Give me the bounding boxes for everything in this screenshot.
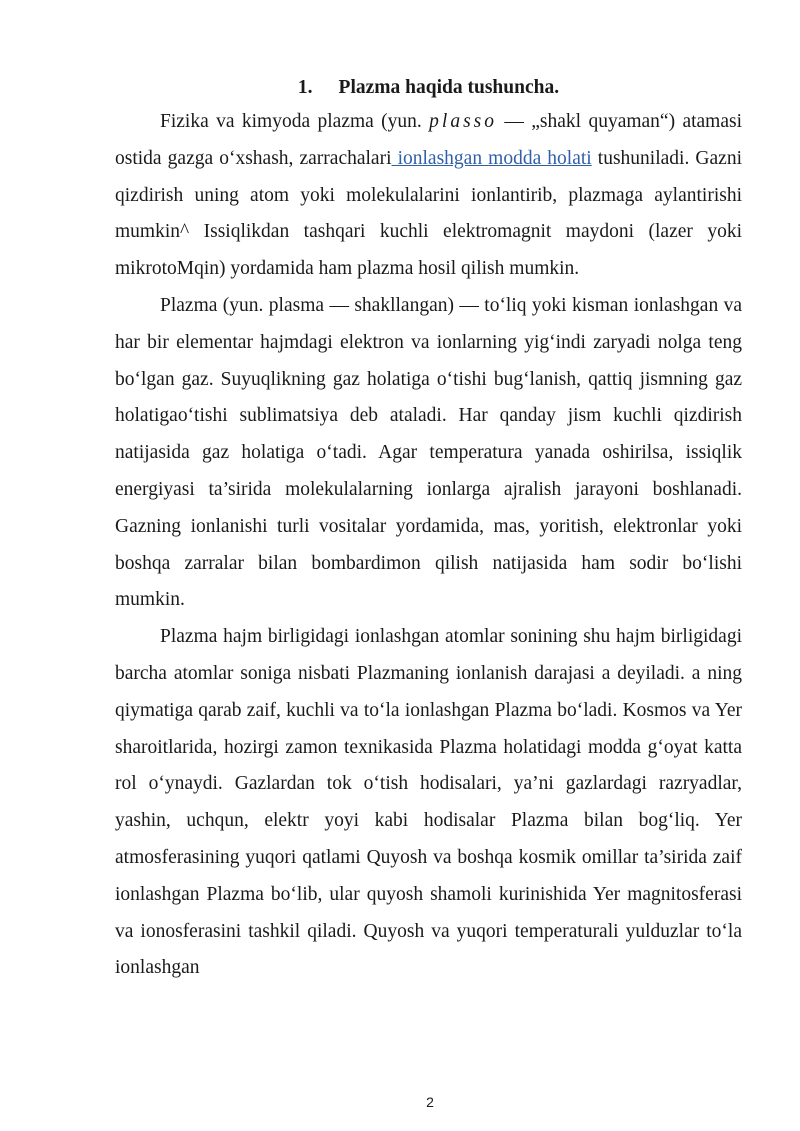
paragraph-3: Plazma hajm birligidagi ionlashgan atomlar sonining shu hajm birligidagi barcha atomlar soniga nisbati Plazmaning ionlanish darajasi a deyiladi. a ning qiymatiga qarab zaif, kuchli va to‘la ionlashgan Plazma bo‘ladi. Kosmos va Yer sharoitlarida, hozirgi zamon texnikasida Plazma holatidagi modda g‘oyat katta rol o‘ynaydi. Gazlardan tok o‘tish hodisalari, ya’ni gazlardagi razryadlar, yashin, uchqun, elektr yoyi kabi hodisalar Plazma bilan bog‘liq. Yer atmosferasining yuqori qatlami Quyosh va boshqa kosmik omillar ta’sirida zaif ionlashgan Plazma bo‘lib, ular quyosh shamoli kurinishida Yer magnitosferasi va ionosferasini tashkil qiladi. Quyosh va yuqori temperaturali yulduzlar to‘la ionlashgan [115,626,742,979]
paragraph-1-italic-term: plasso [429,111,498,132]
section-title: Plazma haqida tushuncha. [338,77,560,98]
section-number: 1. [297,77,313,98]
paragraph-2: Plazma (yun. plasma — shakllangan) — to‘liq yoki kisman ionlashgan va har bir elementar hajmdagi elektron va ionlarning yig‘indi zaryadi nolga teng bo‘lgan gaz. Suyuqlikning gaz holatiga o‘tishi bug‘lanish, qattiq jismning gaz holatigao‘tishi sublimatsiya deb ataladi. Har qanday jism kuchli qizdirish natijasida gaz holatiga o‘tadi. Agar temperatura yanada oshirilsa, issiqlik energiyasi ta’sirida molekulalarning ionlarga ajralish jarayoni boshlanadi. Gazning ionlanishi turli vositalar yordamida, mas, yoritish, elektronlar yoki boshqa zarralar bilan bombardimon qilish natijasida ham sodir bo‘lishi mumkin. [115,294,742,611]
page-number: 2 [426,1094,434,1110]
ionized-matter-link[interactable]: ionlashgan modda holati [391,147,592,169]
document-page [115,74,742,987]
paragraph-1 [115,104,742,288]
section-heading [115,74,742,102]
paragraph-1-part-2: — „shakl quyaman“) atamasi ostida gazga o‘xshash, zarrachalari [115,111,742,169]
paragraph-1-part-3: tushuniladi. Gazni qizdirish uning atom yoki molekulalarini ionlantirib, plazmaga aylantirishi mumkin^ Issiqlikdan tashqari kuchli elektromagnit maydoni (lazer yoki mikrotoMqin) yordamida ham plazma hosil qilish mumkin. [115,147,742,280]
paragraph-1-part-1: Fizika va kimyoda plazma (yun. [160,111,430,132]
